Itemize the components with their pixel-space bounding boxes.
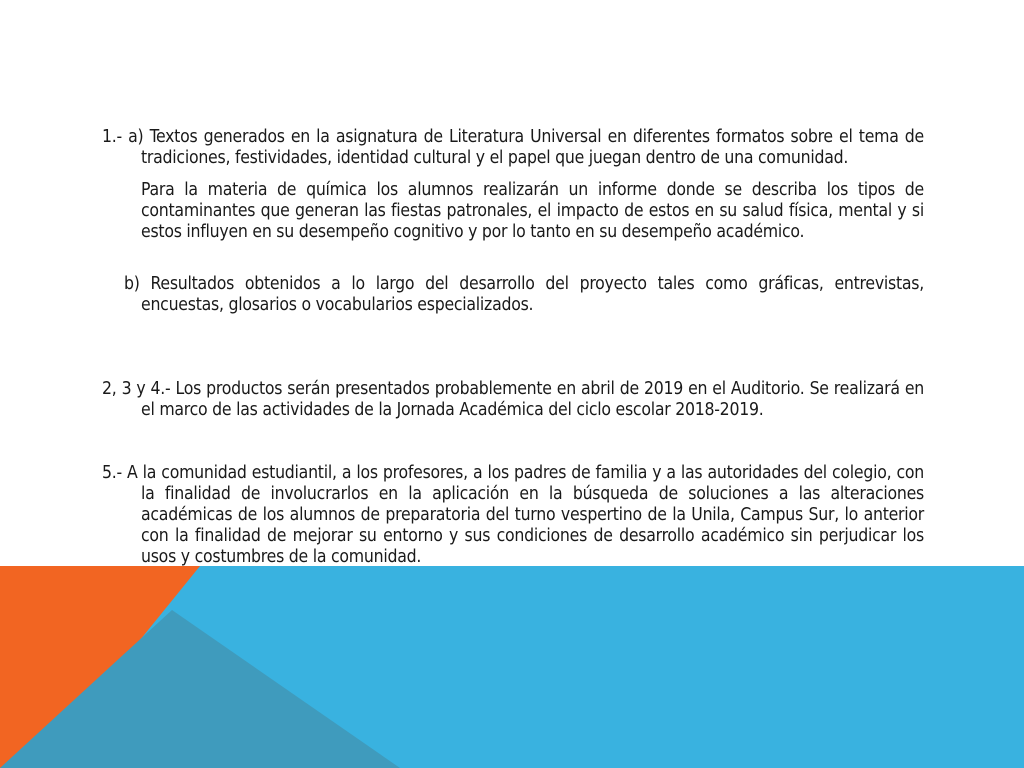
paragraph-5: 5.- A la comunidad estudiantil, a los profesores, a los padres de familia y a las autoridades del colegio, con la finalidad de involucrarlos en la aplicación en la búsqueda de soluciones a las alteraciones académicas de los alumnos de preparatoria del turno vespertino de la Unila, Campus Sur, lo anterior con la finalidad de mejorar su entorno y sus condiciones de desarrollo académico sin perjudicar los usos y costumbres de la comunidad.: [102, 463, 924, 567]
paragraph-1a: 1.- a) Textos generados en la asignatura de Literatura Universal en diferentes formatos sobre el tema de tradiciones, festividades, identidad cultural y el papel que juegan dentro de una comunidad.: [102, 127, 924, 168]
slide-body: [102, 127, 924, 568]
paragraph-2-3-4: 2, 3 y 4.- Los productos serán presentados probablemente en abril de 2019 en el Auditorio. Se realizará en el marco de las actividades de la Jornada Académica del ciclo escolar 2018-2019.: [102, 379, 924, 420]
paragraph-1a-quimica: Para la materia de química los alumnos realizarán un informe donde se describa los tipos de contaminantes que generan las fiestas patronales, el impacto de estos en su salud física, mental y si estos influyen en su desempeño cognitivo y por lo tanto en su desempeño académico.: [141, 180, 924, 242]
paragraph-1b: b) Resultados obtenidos a lo largo del desarrollo del proyecto tales como gráficas, entrevistas, encuestas, glosarios o vocabularios especializados.: [124, 274, 924, 315]
